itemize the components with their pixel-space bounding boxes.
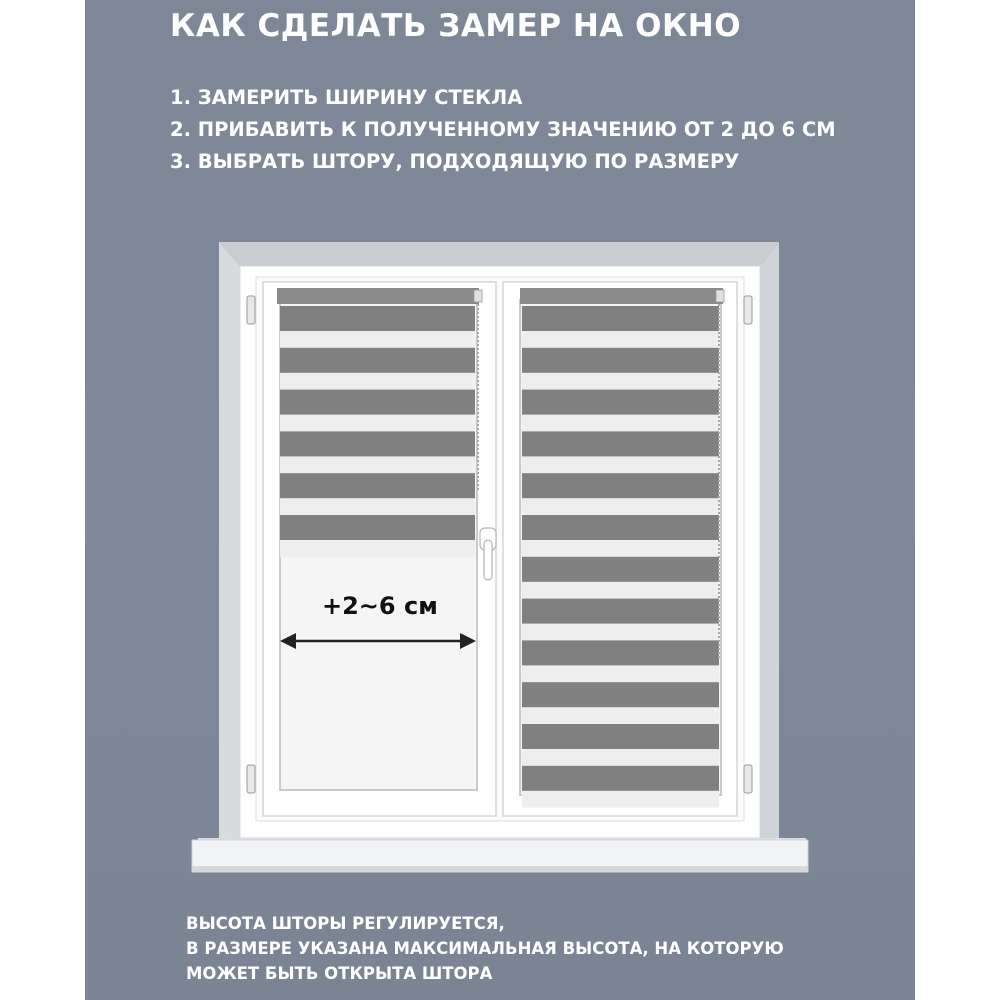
hinge-icon	[247, 765, 255, 793]
right-blind-band	[522, 557, 719, 582]
right-blind-band	[522, 682, 719, 707]
right-blind-cassette	[520, 288, 723, 304]
step-1: 1. ЗАМЕРИТЬ ШИРИНУ СТЕКЛА	[170, 86, 523, 109]
step-2: 2. ПРИБАВИТЬ К ПОЛУЧЕННОМУ ЗНАЧЕНИЮ ОТ 2 ДО 6 СМ	[170, 118, 836, 141]
left-blind-sheer-stripe	[280, 456, 475, 473]
hinge-icon	[247, 296, 255, 324]
niche-left	[219, 242, 240, 838]
right-blind-sheer-stripe	[522, 498, 719, 515]
left-blind-band	[280, 348, 475, 373]
left-blind-band	[280, 515, 475, 540]
left-blind-sheer-stripe	[280, 373, 475, 390]
right-blind-sheer-stripe	[522, 791, 719, 808]
right-blind-band	[522, 599, 719, 624]
right-blind-band	[522, 348, 719, 373]
left-blind-endcap	[474, 290, 482, 302]
right-blind-sheer-stripe	[522, 665, 719, 682]
hinge-icon	[744, 296, 752, 324]
right-blind-sheer-stripe	[522, 582, 719, 599]
right-blind-band	[522, 766, 719, 791]
right-blind-endcap	[716, 290, 724, 302]
sill-shadow	[192, 866, 808, 872]
measure-label: +2~6 см	[322, 592, 438, 620]
left-blind-band	[280, 390, 475, 415]
left-blind-sheer-stripe	[280, 331, 475, 348]
right-blind-sheer-stripe	[522, 624, 719, 641]
right-blind-sheer-stripe	[522, 331, 719, 348]
note-line-3: МОЖЕТ БЫТЬ ОТКРЫТА ШТОРА	[186, 964, 493, 983]
niche-top	[219, 242, 779, 266]
right-blind-band	[522, 724, 719, 749]
left-blind-cassette	[277, 288, 479, 304]
note-line-1: ВЫСОТА ШТОРЫ РЕГУЛИРУЕТСЯ,	[186, 914, 505, 933]
step-3: 3. ВЫБРАТЬ ШТОРУ, ПОДХОДЯЩУЮ ПО РАЗМЕРУ	[170, 150, 740, 173]
right-blind-sheer-stripe	[522, 456, 719, 473]
left-blind-band	[280, 306, 475, 331]
right-blind-sheer-stripe	[522, 540, 719, 557]
right-blind-band	[522, 473, 719, 498]
right-blind-band	[522, 640, 719, 665]
left-blind-band	[280, 473, 475, 498]
left-blind	[277, 288, 482, 557]
left-blind-sheer-stripe	[280, 498, 475, 515]
niche-right	[760, 242, 779, 838]
page-title: КАК СДЕЛАТЬ ЗАМЕР НА ОКНО	[170, 8, 742, 44]
right-blind-sheer-stripe	[522, 415, 719, 432]
right-blind-band	[522, 431, 719, 456]
right-blind-sheer-stripe	[522, 373, 719, 390]
right-blind-band	[522, 390, 719, 415]
hinge-icon	[744, 765, 752, 793]
right-blind	[520, 288, 724, 808]
note-line-2: В РАЗМЕРЕ УКАЗАНА МАКСИМАЛЬНАЯ ВЫСОТА, НА КОТОРУЮ	[186, 939, 784, 958]
left-blind-sheer-stripe	[280, 540, 475, 557]
right-blind-band	[522, 306, 719, 331]
right-blind-sheer-stripe	[522, 749, 719, 766]
right-blind-sheer-stripe	[522, 707, 719, 724]
left-blind-band	[280, 431, 475, 456]
right-blind-band	[522, 515, 719, 540]
left-blind-sheer-stripe	[280, 415, 475, 432]
